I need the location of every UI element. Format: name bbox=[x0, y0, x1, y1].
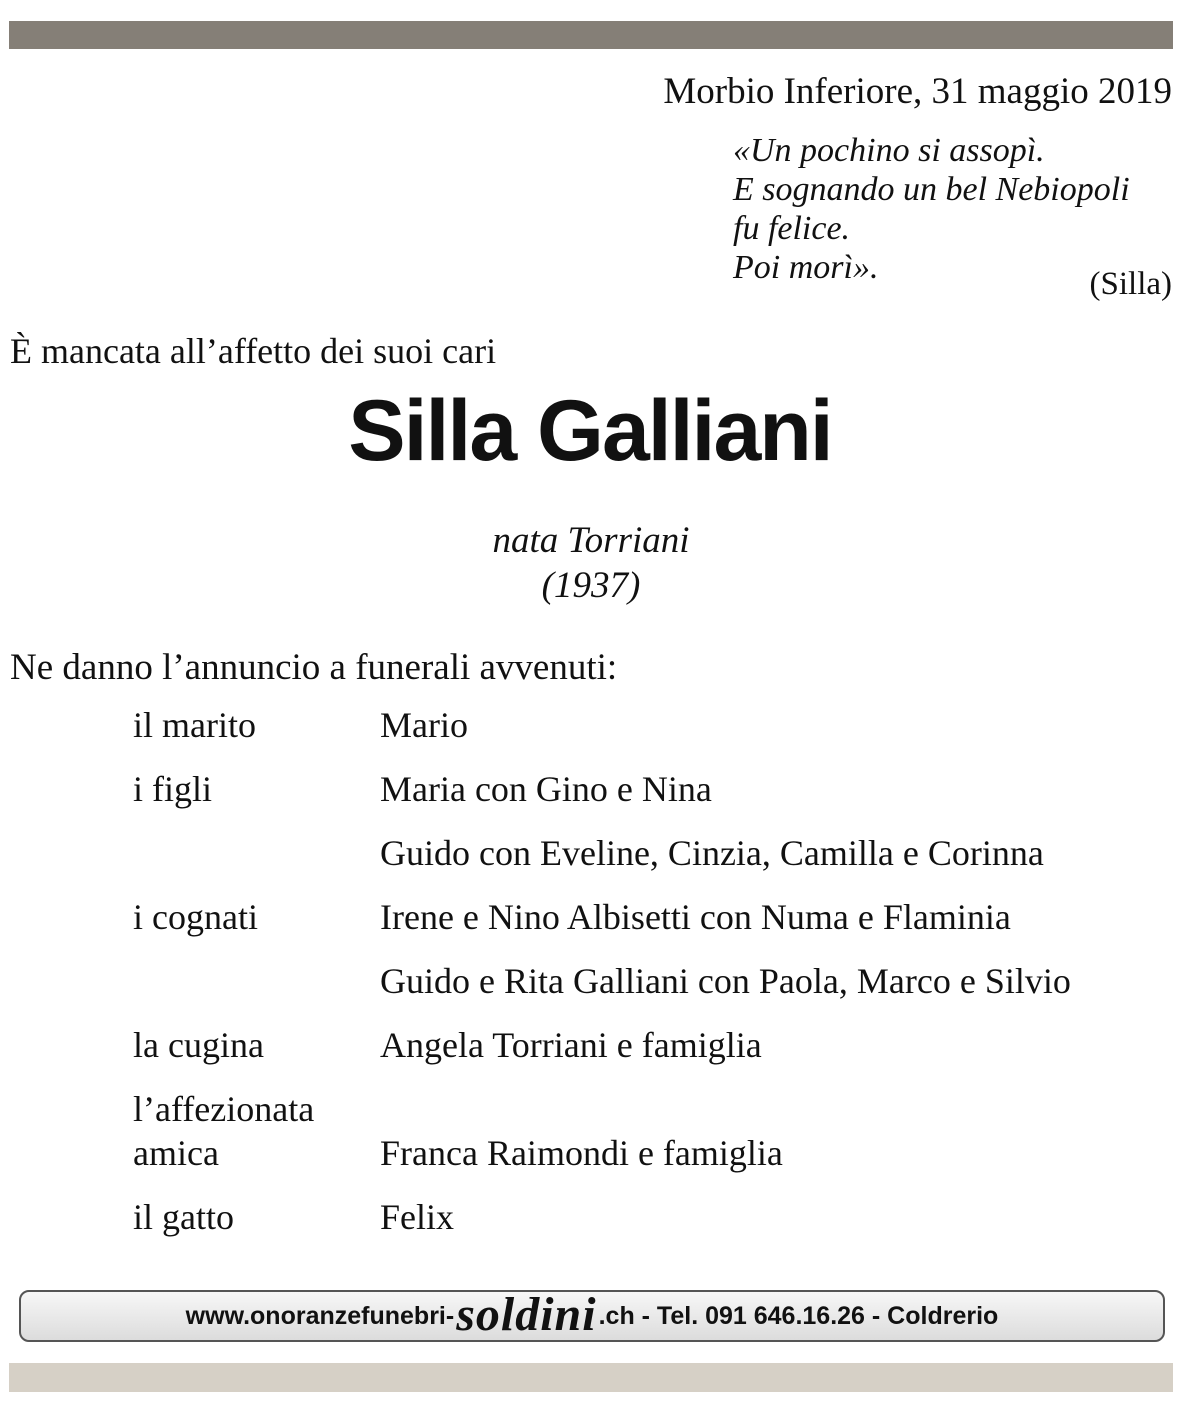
family-name: Angela Torriani e famiglia bbox=[380, 1025, 762, 1065]
family-names bbox=[380, 1087, 1173, 1175]
family-names bbox=[380, 703, 1173, 747]
family-name: Maria con Gino e Nina bbox=[380, 769, 712, 809]
family-row bbox=[133, 895, 1173, 1003]
deceased-name: Silla Galliani bbox=[348, 383, 832, 479]
family-names bbox=[380, 1023, 1173, 1067]
relation-label: i cognati bbox=[133, 897, 258, 937]
relation-label: il marito bbox=[133, 705, 256, 745]
family-name: Felix bbox=[380, 1197, 455, 1237]
funeral-home-banner bbox=[19, 1287, 1165, 1342]
intro-text: È mancata all’affetto dei suoi cari bbox=[10, 331, 497, 371]
relation-label: la cugina bbox=[133, 1025, 264, 1065]
birth-year: (1937) bbox=[541, 565, 641, 606]
quote-line: fu felice. bbox=[733, 210, 851, 247]
banner-brand-logo: soldini bbox=[456, 1287, 597, 1341]
family-row bbox=[133, 767, 1173, 875]
family-list bbox=[133, 703, 1173, 1259]
family-row bbox=[133, 1087, 1173, 1175]
family-name: Mario bbox=[380, 705, 468, 745]
relation-label bbox=[133, 1087, 380, 1175]
maiden-name: nata Torriani bbox=[492, 520, 690, 561]
quote-line: Poi morì». bbox=[733, 249, 879, 286]
birth-info bbox=[0, 518, 1182, 608]
family-names bbox=[380, 1195, 1173, 1239]
family-names bbox=[380, 895, 1173, 1003]
relation-label-line: l’affezionata bbox=[133, 1089, 315, 1129]
quote-line: E sognando un bel Nebiopoli bbox=[733, 171, 1130, 208]
bottom-divider-bar bbox=[9, 1363, 1173, 1392]
relation-label-line: amica bbox=[133, 1133, 219, 1173]
family-name: Irene e Nino Albisetti con Numa e Flaminia bbox=[380, 897, 1011, 937]
quote-author: (Silla) bbox=[1089, 266, 1172, 302]
quote bbox=[733, 131, 1130, 287]
family-row bbox=[133, 1023, 1173, 1067]
family-name: Guido con Eveline, Cinzia, Camilla e Corinna bbox=[380, 833, 1044, 873]
banner-url-suffix: .ch - Tel. 091 646.16.26 - Coldrerio bbox=[598, 1301, 999, 1330]
family-row bbox=[133, 1195, 1173, 1239]
place-date: Morbio Inferiore, 31 maggio 2019 bbox=[663, 71, 1172, 112]
relation-label: il gatto bbox=[133, 1197, 234, 1237]
banner-url-prefix: www.onoranzefunebri- bbox=[185, 1301, 455, 1330]
family-name: Franca Raimondi e famiglia bbox=[380, 1133, 783, 1173]
relation-label: i figli bbox=[133, 769, 212, 809]
family-name: Guido e Rita Galliani con Paola, Marco e Silvio bbox=[380, 961, 1071, 1001]
family-row bbox=[133, 703, 1173, 747]
quote-line: «Un pochino si assopì. bbox=[733, 132, 1045, 169]
family-names bbox=[380, 767, 1173, 875]
announcement-text: Ne danno l’annuncio a funerali avvenuti: bbox=[10, 647, 618, 688]
top-divider-bar bbox=[9, 21, 1173, 49]
